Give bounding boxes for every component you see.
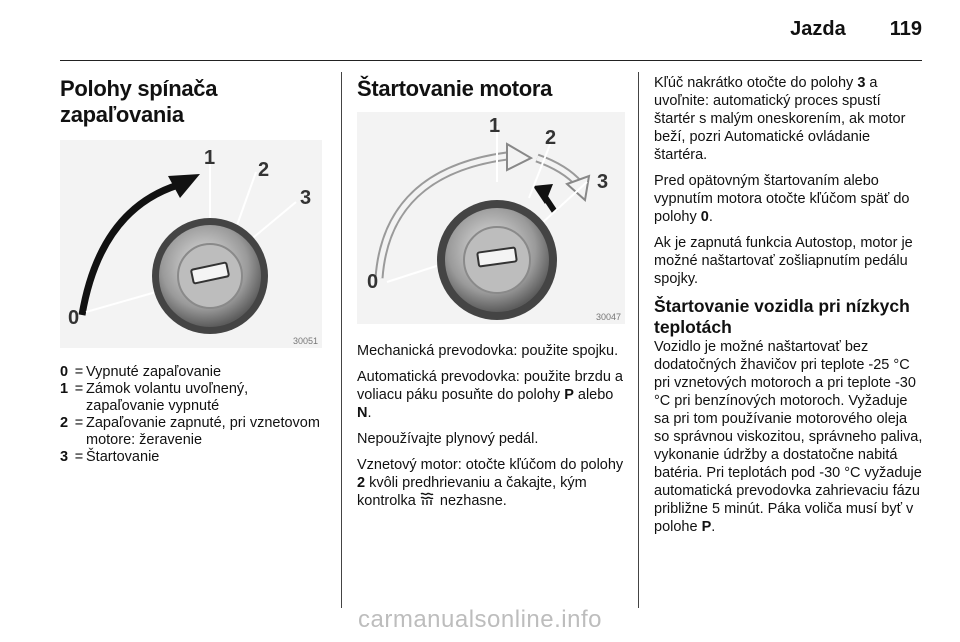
column-engine-start (357, 76, 625, 518)
header-rule (60, 60, 922, 61)
position-label-1: 1 (204, 147, 216, 169)
section-heading: Štartovanie motora (357, 76, 553, 101)
figure-code: 30047 (595, 312, 621, 322)
position-label-3: 3 (597, 171, 609, 193)
column-divider (638, 72, 639, 608)
paragraph: Nepoužívajte plynový pedál. (357, 431, 539, 447)
subsection-heading: Štartovanie vozidla pri nízkych teplotách (654, 296, 910, 337)
legend-item: 2 = Zapaľovanie zapnuté, pri vznetovom motore: žeravenie (60, 415, 320, 448)
engine-start-figure (357, 112, 625, 324)
legend-item: 0 = Vypnuté zapaľovanie (60, 364, 222, 380)
glow-plug-icon (420, 492, 436, 506)
page-header (790, 18, 922, 41)
ignition-diagram (60, 140, 322, 348)
paragraph: Automatická prevodovka: použite brzdu a voliacu páku posuňte do polohy P alebo N. (357, 369, 623, 421)
position-label-0: 0 (367, 271, 379, 293)
watermark: carmanualsonline.info (358, 606, 602, 633)
figure-code: 30051 (292, 336, 318, 346)
position-label-3: 3 (300, 187, 312, 209)
position-label-0: 0 (68, 307, 80, 329)
section-heading: Polohy spínača zapaľovania (60, 76, 218, 127)
paragraph: Pred opätovným štartovaním alebo vypnutím motora otočte kľúčom späť do polohy 0. (654, 173, 910, 225)
legend-item: 3 = Štartovanie (60, 449, 160, 465)
legend-item: 1 = Zámok volantu uvoľnený, zapaľovanie vypnuté (60, 381, 249, 414)
page-number: 119 (889, 18, 922, 40)
section-title: Jazda (790, 18, 846, 40)
paragraph: Vznetový motor: otočte kľúčom do polohy 2 kvôli predhrievaniu a čakajte, kým kontrolka nezhasne. (357, 457, 624, 509)
paragraph: Ak je zapnutá funkcia Autostop, motor je možné naštartovať zošliapnutím pedálu spojky. (654, 235, 913, 287)
ignition-switch-figure (60, 140, 322, 348)
position-label-2: 2 (258, 159, 270, 181)
position-label-1: 1 (489, 115, 501, 137)
paragraph: Kľúč nakrátko otočte do polohy 3 a uvoľnite: automatický proces spustí štartér s malým oneskorením, ak motor beží, pozri Automatické ovládanie štartéra. (654, 75, 906, 163)
position-legend (60, 364, 322, 466)
position-label-2: 2 (545, 127, 557, 149)
body-text (357, 342, 625, 510)
paragraph: Mechanická prevodovka: použite spojku. (357, 343, 619, 359)
column-start-continued (654, 74, 924, 544)
column-divider (341, 72, 342, 608)
start-diagram (357, 112, 625, 324)
paragraph: Vozidlo je možné naštartovať bez dodatočných žhavičov pri teplote -25 °C pri vznetových motoroch a pri teplote -30 °C pri benzínových motoroch. Vyžaduje sa pri tom používanie motorového oleja so správnou viskozitou, správneho paliva, vykonanie údržby a dostatočne nabitá batéria. Pri teplotách pod -30 °C vyžaduje automatická prevodovka zahrievaciu fázu približne 5 minút. Páka voliča musí byť v polohe P. (654, 339, 923, 535)
column-ignition-positions (60, 76, 322, 466)
